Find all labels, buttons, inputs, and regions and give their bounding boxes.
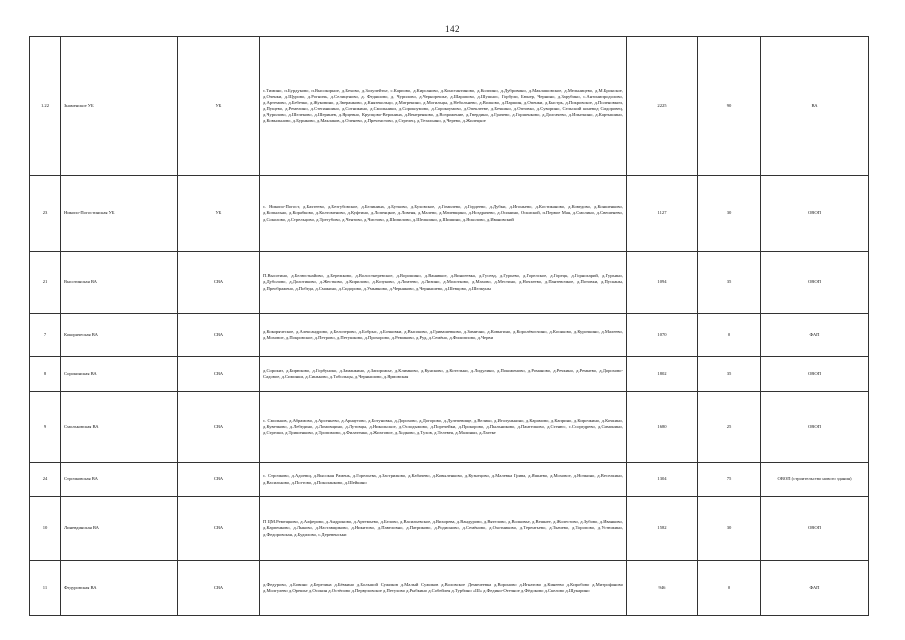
unit-type: СВА [178,314,260,357]
table-row [30,497,869,561]
settlements-table [29,36,869,616]
distance: 30 [698,176,761,252]
row-number: 11 [30,561,61,616]
table-row [30,37,869,176]
institution-type: ОВОП [761,497,869,561]
table-row [30,252,869,314]
settlements-list: П ЦМ.Ремещково, д.Алферово, д.Андроново, д.Артемьево, д.Белово, д.Васильевское, д.Вихорева, д.Вандурово, д.Вятелово, д.Волковье, д.Вешнее, д.Жолестово, д.Зубово, д.Иванково, д.Карпенково, д.Лыково, д.Наставщиково, д.Никитово, д.Павеловно, д.Патриково, д.Родионово, д.Семёново, д.Охотниково, д.Терентьево, д.Ткачево, д.Торопово, д.Устюжино, д.Федоровская, д.Будилово, с.Деревенськи [260,497,627,561]
distance: 35 [698,357,761,392]
table-row [30,561,869,616]
row-number: 10 [30,497,61,561]
distance: 75 [698,463,761,497]
row-number: 1.22 [30,37,61,176]
settlements-list: д.Федурово, д.Бовино д.Березина д.Бёвкино д.Большой Сужиков д.Малый Сужиков д.Воловское Демичеевка д.Вороново д.Игнатово д.Кинеево д.Киробово д.Митрофаново д.Молгулево д.Орешье д.Осокин д.Остёпово д.Первуловское д.Петухово д.Рыбкино д.Собейлея д.Турбино «Ш» д.Федино-Отечное д.Фёдоково д.Скелово д.Щукарино [260,561,627,616]
row-number: 24 [30,463,61,497]
unit-type: СВА [178,392,260,463]
settlements-list: с. Строчково, д.Адоевщ, д.Высокая Рамень, д.Горельева, д.Застрижово, д.Кабачево, д.Ковыленково, д.Кузнецово, д.Малевка Грива, д.Яшнево, д.Моховое, д.Ночкино, д.Веселкино, д.Васильково, д.Погтово, д.Поколанково, д.Шейкино [260,463,627,497]
unit-type: СВА [178,252,260,314]
unit-name: Знаменское УБ [61,37,178,176]
population: 1680 [627,392,698,463]
settlements-list: д.Кокоряческое, д.Александрово, д.Белозерово, д.Бобрыс, д.Бочковки, д.Высоково, д.Гривашевково, д.Зимично, д.Ковыгино, д.Королёвосчино, д.Косяково, д.Курочкино, д.Малеево, д.Моховое, д.Покровское, д.Петрово, д.Петушково, д.Прохорово, д.Ремиково, д.Руд, д.Семёно, д.Филиппово, д.Черви [260,314,627,357]
row-number: 7 [30,314,61,357]
settlements-list: с. Никопо-Погост, д.Бахтеево, д.Безгубовское, д.Белинина, д.Бутково, д.Буховское, д.Гомилево, д.Гордеево, д.Дубки, д.Игоньево, д.Костиканово, д.Коведово, д.Коншенково, д.Копыльно, д.Корабково, д.Колтоменово, д.Куфтино, д.Лопеяцкое, д.Ловеня, д.Малево, д.Мачевщино, д.Ноздрачево, д.Осинино, Оскиской, п.Первое Мая, д.Смолино, д.Свешенево, д.Соколово, д.Стрельцово, д.Трегубово, д.Чентово, д.Чистово, д.Шипилово, д.Шелкоино, д.Шишино, д.Ясколово, д.Ивановский [260,176,627,252]
row-number: 9 [30,392,61,463]
table-row [30,176,869,252]
table-row [30,314,869,357]
distance: 0 [698,561,761,616]
row-number: 8 [30,357,61,392]
unit-type: СВА [178,497,260,561]
population: 946 [627,561,698,616]
unit-name: Высотинская ВА [61,252,178,314]
unit-name: Кокоряческая ВА [61,314,178,357]
row-number: 21 [30,252,61,314]
settlements-list: д.Сорокиз, д.Бирюково, д.Горбуноко, д.Заманкино, д.Запорожье, д.Климково, д.Кунсково, д.Котельки, д.Лидулино, д.Покоженово, д.Романово, д.Речкино, д.Ремнево, д.Дорохово-Садовое, д.Симонки, д.Синьково, д.Тобольцы, д.Чернышово, д.Ярмовская [260,357,627,392]
settlements-list: П.Высотино, д.Белюстнайово, д.Бережково, д.Волостнеревское, д.Ворошино, д.Ванявкое, д.Виноеевка, д.Гусевд, д.Гурьево, д.Горелское, д.Горецк, д.Горнохарий, д.Гурьино, д.Дуболово, д.Долотиково, д.Жестково, д.Кирилово, д.Козуково, д.Ломтево, д.Лизино, д.Молотково, д.Махово, д.Местино, д.Ночхеево, д.Пантевочкое, д.Потовки, д.Пусканы, д.Преображено, д.Победа, д.Смакино, д.Сидорово, д.Умывново, д.Черняково, д.Чернышево, д.Шевцово, д.Шелкуны [260,252,627,314]
distance: 0 [698,314,761,357]
institution-type: ОВОП (строительство нового здания) [761,463,869,497]
institution-type: ОВОП [761,252,869,314]
row-number: 23 [30,176,61,252]
unit-name: Федуровская ВА [61,561,178,616]
unit-name: Никопо-Погостинская УБ [61,176,178,252]
distance: 90 [698,37,761,176]
unit-type: УБ [178,37,260,176]
institution-type: ФАП [761,314,869,357]
page-number: 142 [445,24,460,34]
unit-type: СВА [178,357,260,392]
population: 1304 [627,463,698,497]
population: 2225 [627,37,698,176]
institution-type: ВА [761,37,869,176]
distance: 25 [698,392,761,463]
distance: 35 [698,252,761,314]
institution-type: ОВОП [761,176,869,252]
institution-type: ФАП [761,561,869,616]
population: 1802 [627,357,698,392]
population: 1582 [627,497,698,561]
population: 1127 [627,176,698,252]
distance: 30 [698,497,761,561]
unit-name: Сорокинская ВА [61,357,178,392]
unit-name: Смольковская ВА [61,392,178,463]
unit-name: Линевдинская ВА [61,497,178,561]
unit-name: Строчковская ВА [61,463,178,497]
unit-type: СВА [178,561,260,616]
population: 1070 [627,314,698,357]
institution-type: ОВОП [761,392,869,463]
institution-type: ОВОП [761,357,869,392]
unit-type: УБ [178,176,260,252]
settlements-list: с. Смольков, д.Абрамово, д.Арсеньево, д.Арнаутово, д.Ботуновка, д.Дорохово, д.Догорово, д.Дулепевище, д.Велико, д.Иголунькино, д.Карамово, д.Каприно, д.Кирочкино, д.Кочкино, д.Кувечково, д.Лебедино, д.Ломовщино, д.Лутовцы, д.Никольское, д.Ослодымово, д.Поречейки, д.Прокорово, д.Пыльниково, д.Пантелково, д.Стенюс, с.Ссоредрево, д.Симонино, д.Стрелки, д.Тришенково, д.Тропимово, д.Филатенко, д.Жихтовое, д.Ходково, д.Тухов, д.Телевея, д.Малинки, д.Лагеке [260,392,627,463]
table-row [30,392,869,463]
table-row [30,463,869,497]
table-row [30,357,869,392]
population: 1094 [627,252,698,314]
settlements-list: с.Тимино, п.Бурдуково, п.Высокорное, д.Бехово, д.Золупейтье, с.Карпово, д.Кирсаново, д.Константиново, д.Колпино, д.Дубровино, д.Маклашовское, д.Мельницево, д.М.Бронское, д.Оченки, д.Щурово, д.Рогничь, д.Селиценово, д. Федяшово, д. Чурилово, д.Чернорешье, д.Шарапово, д.Шушнос, Горбули, Бюнер, Чернино, д.Зарубино, с.Антонипродолово, д.Артемово, д.Бебечко, д.Жуковино, д.Зверанково, д.Князекольцо, д.Матрекино, д.Могильцы, д.Небольнево, д.Волково, д.Паршин, д.Опенки, д.Быстрь, д.Покровское, д.Поленовкич, д.Пущево, д.Ремелино, д.Степаншино, д.Сотникино, д.Смольники, д.Сорокоумово, д.Сорокоумово, д.Опеклееве, д.Бечкино, д.Оптовко, д.Суворино, Сельский коневод Сидоровец, д.Чурилово, д.Шелеково, д.Шеринев, д.Ярцевно, Крупцово-Веронина, д.Венеренково, д.Возрожение, д.Гвердино, д.Грачево, д.Горшенково, д.Долгачево, д.Ипыткино, д.Картышино, д.Ковыльново, д.Бурнково, д.Маклаков, д.Оленево, д.Преченстово, д.Стрелец, д.Тезальино, д.Черево, д.Жилецкое [260,37,627,176]
unit-type: СВА [178,463,260,497]
